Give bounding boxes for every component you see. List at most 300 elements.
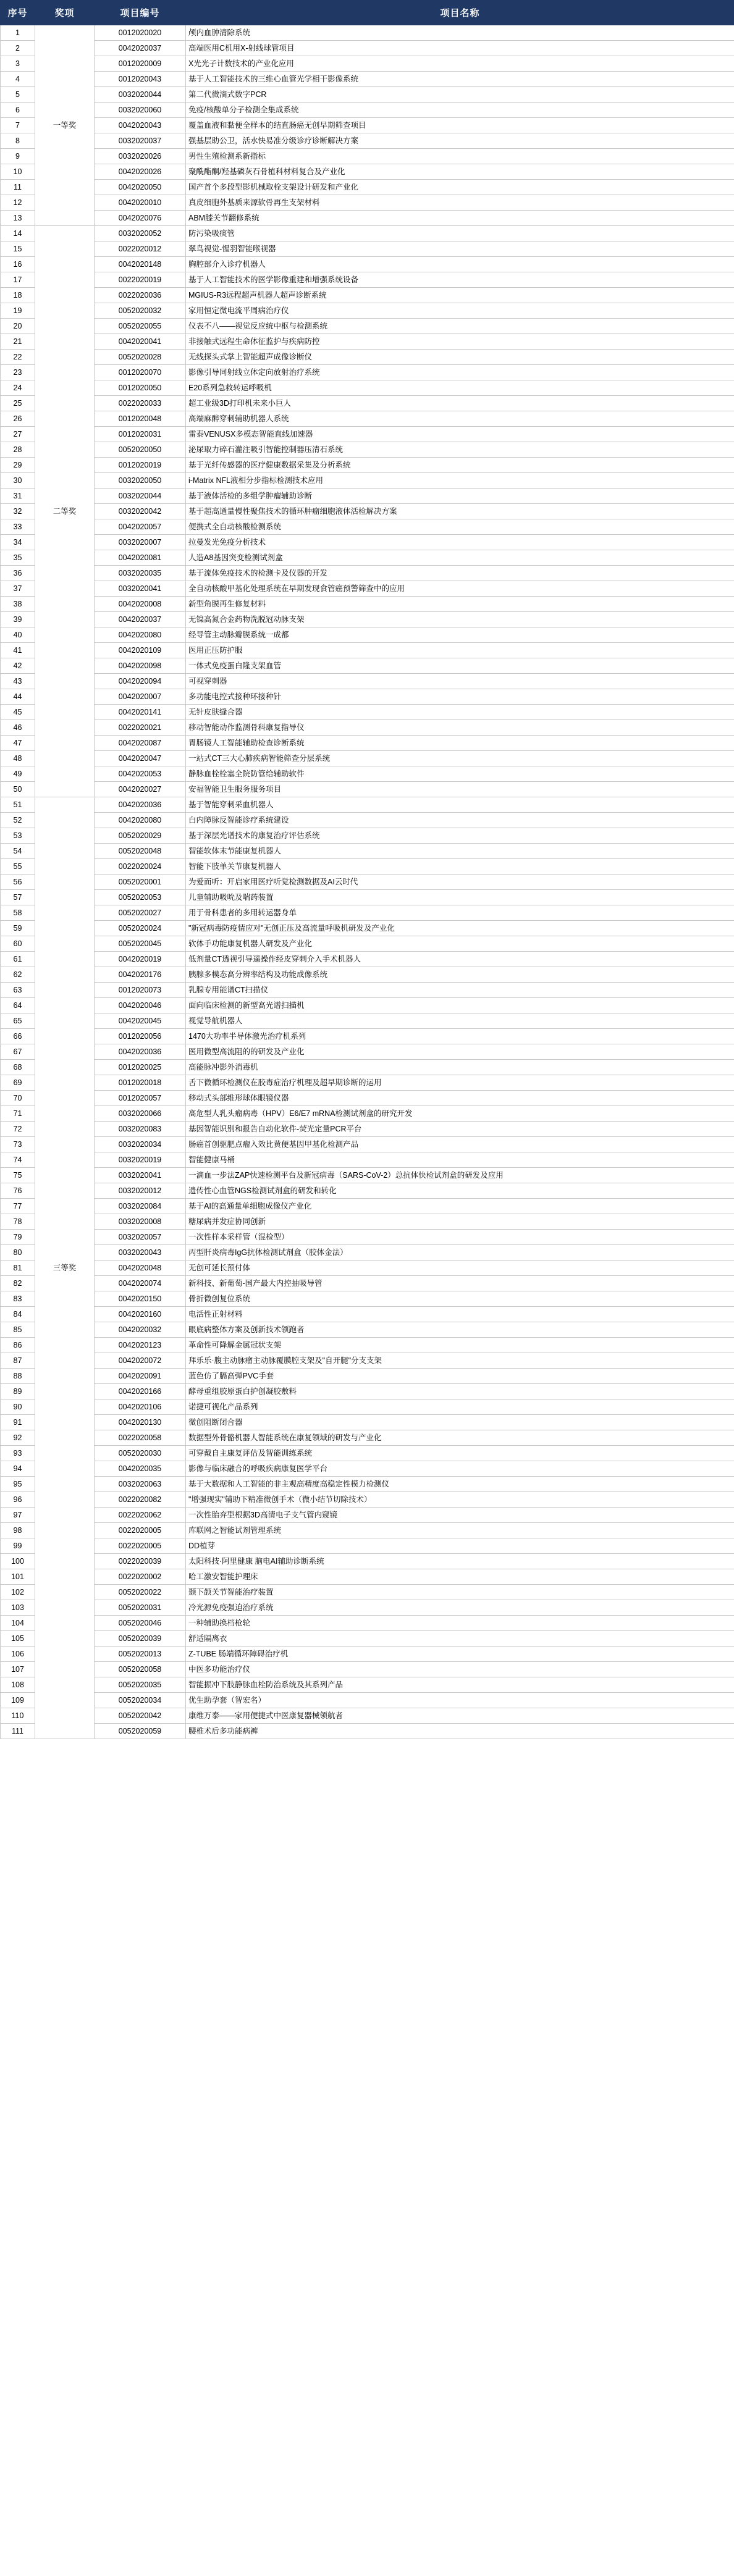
cell-project-name: 家用恒定微电流平周病治疗仪 bbox=[186, 303, 734, 319]
cell-seq: 88 bbox=[1, 1369, 35, 1384]
cell-code: 0052020050 bbox=[95, 442, 186, 458]
cell-code: 0052020024 bbox=[95, 921, 186, 936]
cell-project-name: 仪表不八——视觉反应统中枢与检测系统 bbox=[186, 319, 734, 334]
table-row bbox=[1, 1430, 734, 1446]
cell-project-name: 真皮细胞外基质来源软骨再生支架材料 bbox=[186, 195, 734, 211]
table-row bbox=[1, 1708, 734, 1724]
cell-project-name: 优生助孕套（智宏名） bbox=[186, 1693, 734, 1708]
cell-project-name: 防污染吸痰管 bbox=[186, 226, 734, 241]
cell-project-name: 智能下肢单关节康复机器人 bbox=[186, 859, 734, 875]
cell-project-name: 免疫/核酸单分子检测全集成系统 bbox=[186, 103, 734, 118]
cell-code: 0042020148 bbox=[95, 257, 186, 272]
cell-code: 0042020166 bbox=[95, 1384, 186, 1399]
cell-seq: 75 bbox=[1, 1168, 35, 1183]
cell-code: 0042020027 bbox=[95, 782, 186, 797]
cell-code: 0042020047 bbox=[95, 751, 186, 766]
cell-code: 0032020026 bbox=[95, 149, 186, 164]
table-row bbox=[1, 797, 734, 813]
cell-code: 0042020035 bbox=[95, 1461, 186, 1477]
table-row bbox=[1, 967, 734, 983]
cell-code: 0052020001 bbox=[95, 875, 186, 890]
cell-seq: 31 bbox=[1, 489, 35, 504]
cell-seq: 90 bbox=[1, 1399, 35, 1415]
cell-project-name: 雷泰VENUSX多模态智能直线加速器 bbox=[186, 427, 734, 442]
cell-project-name: 无线探头式掌上智能超声成像诊断仪 bbox=[186, 350, 734, 365]
table-row bbox=[1, 1230, 734, 1245]
cell-seq: 8 bbox=[1, 133, 35, 149]
cell-code: 0032020037 bbox=[95, 133, 186, 149]
cell-project-name: 蓝色仿了膈高弹PVC手套 bbox=[186, 1369, 734, 1384]
table-row bbox=[1, 1122, 734, 1137]
cell-project-name: 胃肠镜人工智能辅助检查诊断系统 bbox=[186, 736, 734, 751]
cell-award: 一等奖 bbox=[35, 25, 95, 226]
cell-code: 0012020073 bbox=[95, 983, 186, 998]
cell-code: 0052020028 bbox=[95, 350, 186, 365]
cell-seq: 104 bbox=[1, 1616, 35, 1631]
cell-code: 0042020072 bbox=[95, 1353, 186, 1369]
cell-project-name: 乳腺专用能谱CT扫描仪 bbox=[186, 983, 734, 998]
cell-seq: 81 bbox=[1, 1261, 35, 1276]
table-row bbox=[1, 411, 734, 427]
cell-seq: 98 bbox=[1, 1523, 35, 1538]
cell-code: 0042020048 bbox=[95, 1261, 186, 1276]
cell-code: 0032020008 bbox=[95, 1214, 186, 1230]
table-row bbox=[1, 1538, 734, 1554]
table-row bbox=[1, 1322, 734, 1338]
cell-code: 0022020019 bbox=[95, 272, 186, 288]
table-row bbox=[1, 180, 734, 195]
cell-code: 0042020036 bbox=[95, 1044, 186, 1060]
table-row bbox=[1, 751, 734, 766]
cell-seq: 10 bbox=[1, 164, 35, 180]
cell-seq: 110 bbox=[1, 1708, 35, 1724]
cell-project-name: 医用微型高流阻的的研发及产业化 bbox=[186, 1044, 734, 1060]
cell-project-name: 新型角膜再生修复材料 bbox=[186, 597, 734, 612]
cell-seq: 22 bbox=[1, 350, 35, 365]
cell-project-name: 基于超高通量慢性聚焦技术的循环肿瘤细胞液体活检解决方案 bbox=[186, 504, 734, 519]
cell-project-name: 智能健康马桶 bbox=[186, 1152, 734, 1168]
cell-project-name: 儿童辅助吸吮及喘药装置 bbox=[186, 890, 734, 905]
cell-project-name: E20系列急救转运呼吸机 bbox=[186, 380, 734, 396]
table-row bbox=[1, 875, 734, 890]
table-row bbox=[1, 1214, 734, 1230]
table-row bbox=[1, 1677, 734, 1693]
cell-code: 0042020037 bbox=[95, 41, 186, 56]
table-row bbox=[1, 396, 734, 411]
table-row bbox=[1, 1554, 734, 1569]
table-row bbox=[1, 1585, 734, 1600]
cell-project-name: 诺捷可视化产品系列 bbox=[186, 1399, 734, 1415]
cell-code: 0022020021 bbox=[95, 720, 186, 736]
cell-project-name: 视觉导航机器人 bbox=[186, 1013, 734, 1029]
cell-seq: 1 bbox=[1, 25, 35, 41]
cell-project-name: 眼底病整体方案及创新技术领跑者 bbox=[186, 1322, 734, 1338]
cell-code: 0012020020 bbox=[95, 25, 186, 41]
cell-seq: 62 bbox=[1, 967, 35, 983]
table-row bbox=[1, 504, 734, 519]
cell-project-name: 舌下微循环检测仪在胶毒症治疗机理及超早期诊断的运用 bbox=[186, 1075, 734, 1091]
cell-code: 0012020025 bbox=[95, 1060, 186, 1075]
cell-project-name: 基于光纤传感器的医疗健康数据采集及分析系统 bbox=[186, 458, 734, 473]
cell-seq: 89 bbox=[1, 1384, 35, 1399]
cell-code: 0052020030 bbox=[95, 1446, 186, 1461]
cell-code: 0012020057 bbox=[95, 1091, 186, 1106]
cell-project-name: 无创可延长预付体 bbox=[186, 1261, 734, 1276]
cell-project-name: 白内障脉反智能诊疗系统建设 bbox=[186, 813, 734, 828]
cell-seq: 15 bbox=[1, 241, 35, 257]
cell-seq: 18 bbox=[1, 288, 35, 303]
cell-code: 0052020034 bbox=[95, 1693, 186, 1708]
cell-seq: 94 bbox=[1, 1461, 35, 1477]
cell-code: 0052020058 bbox=[95, 1662, 186, 1677]
cell-project-name: 医用正压防护服 bbox=[186, 643, 734, 658]
cell-project-name: X光光子计数技术的产业化应用 bbox=[186, 56, 734, 72]
cell-code: 0032020060 bbox=[95, 103, 186, 118]
cell-code: 0022020005 bbox=[95, 1538, 186, 1554]
cell-project-name: 中医多功能治疗仪 bbox=[186, 1662, 734, 1677]
cell-code: 0012020031 bbox=[95, 427, 186, 442]
cell-code: 0052020029 bbox=[95, 828, 186, 844]
cell-code: 0022020058 bbox=[95, 1430, 186, 1446]
table-row bbox=[1, 1044, 734, 1060]
table-row bbox=[1, 1106, 734, 1122]
table-row bbox=[1, 566, 734, 581]
cell-project-name: 高危型人乳头瘤病毒（HPV）E6/E7 mRNA检测试剂盒的研究开发 bbox=[186, 1106, 734, 1122]
cell-code: 0042020032 bbox=[95, 1322, 186, 1338]
table-row bbox=[1, 1631, 734, 1647]
cell-seq: 35 bbox=[1, 550, 35, 566]
cell-seq: 34 bbox=[1, 535, 35, 550]
cell-seq: 66 bbox=[1, 1029, 35, 1044]
cell-project-name: 糖尿病并发症协同创新 bbox=[186, 1214, 734, 1230]
cell-code: 0012020056 bbox=[95, 1029, 186, 1044]
cell-code: 0032020084 bbox=[95, 1199, 186, 1214]
cell-code: 0022020033 bbox=[95, 396, 186, 411]
cell-seq: 23 bbox=[1, 365, 35, 380]
cell-seq: 40 bbox=[1, 627, 35, 643]
table-row bbox=[1, 643, 734, 658]
cell-code: 0032020044 bbox=[95, 87, 186, 103]
cell-seq: 61 bbox=[1, 952, 35, 967]
cell-code: 0042020130 bbox=[95, 1415, 186, 1430]
table-row bbox=[1, 1647, 734, 1662]
cell-code: 0042020045 bbox=[95, 1013, 186, 1029]
cell-project-name: 静脉血栓栓塞全院防管给辅助软件 bbox=[186, 766, 734, 782]
cell-code: 0022020062 bbox=[95, 1508, 186, 1523]
cell-seq: 109 bbox=[1, 1693, 35, 1708]
cell-code: 0032020043 bbox=[95, 1245, 186, 1261]
table-row bbox=[1, 936, 734, 952]
table-row bbox=[1, 705, 734, 720]
cell-seq: 76 bbox=[1, 1183, 35, 1199]
table-row bbox=[1, 720, 734, 736]
table-row bbox=[1, 1261, 734, 1276]
cell-project-name: 酵母重组胶原蛋白护创凝胶敷料 bbox=[186, 1384, 734, 1399]
table-row bbox=[1, 365, 734, 380]
table-row bbox=[1, 272, 734, 288]
cell-code: 0052020045 bbox=[95, 936, 186, 952]
cell-project-name: 用于骨科患者的多用转运器身单 bbox=[186, 905, 734, 921]
cell-code: 0052020053 bbox=[95, 890, 186, 905]
table-row bbox=[1, 1616, 734, 1631]
cell-project-name: 可穿戴自主康复评估及智能训练系统 bbox=[186, 1446, 734, 1461]
cell-seq: 41 bbox=[1, 643, 35, 658]
cell-project-name: 基于人工智能技术的三维心血管光学相干影像系统 bbox=[186, 72, 734, 87]
cell-seq: 71 bbox=[1, 1106, 35, 1122]
table-row bbox=[1, 1307, 734, 1322]
cell-code: 0052020039 bbox=[95, 1631, 186, 1647]
cell-project-name: 一体式免疫蛋白隆支架血管 bbox=[186, 658, 734, 674]
table-row bbox=[1, 766, 734, 782]
cell-code: 0042020106 bbox=[95, 1399, 186, 1415]
cell-project-name: 拉曼发光免疫分析技术 bbox=[186, 535, 734, 550]
cell-seq: 86 bbox=[1, 1338, 35, 1353]
cell-project-name: 胸腔部介入诊疗机器人 bbox=[186, 257, 734, 272]
cell-code: 0042020036 bbox=[95, 797, 186, 813]
cell-seq: 82 bbox=[1, 1276, 35, 1291]
cell-seq: 21 bbox=[1, 334, 35, 350]
cell-award: 三等奖 bbox=[35, 797, 95, 1739]
cell-seq: 44 bbox=[1, 689, 35, 705]
cell-project-name: 低剂量CT透视引导遥操作经皮穿刺介入手术机器人 bbox=[186, 952, 734, 967]
cell-code: 0042020176 bbox=[95, 967, 186, 983]
cell-seq: 28 bbox=[1, 442, 35, 458]
cell-seq: 6 bbox=[1, 103, 35, 118]
cell-seq: 96 bbox=[1, 1492, 35, 1508]
cell-project-name: 颅内血肿清除系统 bbox=[186, 25, 734, 41]
cell-project-name: 基于大数据和人工智能的非主观高精度高稳定性模力检测仪 bbox=[186, 1477, 734, 1492]
cell-project-name: 1470大功率半导体激光治疗机系列 bbox=[186, 1029, 734, 1044]
cell-code: 0022020082 bbox=[95, 1492, 186, 1508]
table-row bbox=[1, 334, 734, 350]
table-row bbox=[1, 952, 734, 967]
cell-project-name: 基于智能穿刺采血机器人 bbox=[186, 797, 734, 813]
table-row bbox=[1, 890, 734, 905]
header-seq: 序号 bbox=[1, 1, 35, 25]
cell-project-name: 翠鸟视觉-惺羽智能喉视器 bbox=[186, 241, 734, 257]
cell-code: 0012020018 bbox=[95, 1075, 186, 1091]
table-row bbox=[1, 87, 734, 103]
table-row bbox=[1, 319, 734, 334]
table-row bbox=[1, 149, 734, 164]
cell-project-name: 颞下颌关节智能治疗装置 bbox=[186, 1585, 734, 1600]
cell-seq: 59 bbox=[1, 921, 35, 936]
table-row bbox=[1, 1569, 734, 1585]
cell-seq: 106 bbox=[1, 1647, 35, 1662]
cell-seq: 16 bbox=[1, 257, 35, 272]
cell-seq: 48 bbox=[1, 751, 35, 766]
cell-code: 0052020048 bbox=[95, 844, 186, 859]
table-row bbox=[1, 998, 734, 1013]
cell-seq: 3 bbox=[1, 56, 35, 72]
cell-seq: 67 bbox=[1, 1044, 35, 1060]
cell-code: 0042020074 bbox=[95, 1276, 186, 1291]
table-row bbox=[1, 1492, 734, 1508]
cell-seq: 13 bbox=[1, 211, 35, 226]
table-row bbox=[1, 1508, 734, 1523]
table-row bbox=[1, 226, 734, 241]
table-row bbox=[1, 380, 734, 396]
cell-seq: 53 bbox=[1, 828, 35, 844]
cell-code: 0042020094 bbox=[95, 674, 186, 689]
cell-project-name: 一站式CT三大心肺疾病智能筛查分层系统 bbox=[186, 751, 734, 766]
cell-code: 0052020022 bbox=[95, 1585, 186, 1600]
cell-seq: 69 bbox=[1, 1075, 35, 1091]
cell-project-name: 智能软体末节能康复机器人 bbox=[186, 844, 734, 859]
cell-seq: 17 bbox=[1, 272, 35, 288]
cell-project-name: 基于液体活检的多组学肿瘤辅助诊断 bbox=[186, 489, 734, 504]
cell-code: 0022020024 bbox=[95, 859, 186, 875]
cell-code: 0032020044 bbox=[95, 489, 186, 504]
cell-seq: 45 bbox=[1, 705, 35, 720]
table-row bbox=[1, 612, 734, 627]
table-row bbox=[1, 1600, 734, 1616]
table-row bbox=[1, 597, 734, 612]
table-row bbox=[1, 1183, 734, 1199]
cell-code: 0042020041 bbox=[95, 334, 186, 350]
cell-project-name: "新冠病毒防疫情应对"无创正压及高流量呼吸机研发及产业化 bbox=[186, 921, 734, 936]
cell-seq: 70 bbox=[1, 1091, 35, 1106]
cell-code: 0032020019 bbox=[95, 1152, 186, 1168]
cell-code: 0052020055 bbox=[95, 319, 186, 334]
table-row bbox=[1, 983, 734, 998]
table-row bbox=[1, 859, 734, 875]
cell-seq: 4 bbox=[1, 72, 35, 87]
header-award: 奖项 bbox=[35, 1, 95, 25]
cell-code: 0032020050 bbox=[95, 473, 186, 489]
table-row bbox=[1, 782, 734, 797]
cell-seq: 95 bbox=[1, 1477, 35, 1492]
cell-seq: 30 bbox=[1, 473, 35, 489]
cell-project-name: 基于人工智能技术的医学影像重建和增强系统设备 bbox=[186, 272, 734, 288]
cell-code: 0032020041 bbox=[95, 581, 186, 597]
cell-project-name: 可视穿刺器 bbox=[186, 674, 734, 689]
cell-seq: 107 bbox=[1, 1662, 35, 1677]
cell-seq: 80 bbox=[1, 1245, 35, 1261]
cell-code: 0052020032 bbox=[95, 303, 186, 319]
table-row bbox=[1, 736, 734, 751]
cell-code: 0032020012 bbox=[95, 1183, 186, 1199]
cell-project-name: 拜乐乐·腹主动脉瘤主动脉覆膜腔支架及"自开腿"分支支架 bbox=[186, 1353, 734, 1369]
cell-project-name: 电活性正射材料 bbox=[186, 1307, 734, 1322]
table-row bbox=[1, 689, 734, 705]
cell-project-name: 肠癌首创驱肥点瘤入效比黄便基因甲基化检测产品 bbox=[186, 1137, 734, 1152]
header-name: 项目名称 bbox=[186, 1, 734, 25]
cell-seq: 38 bbox=[1, 597, 35, 612]
cell-project-name: 舒适隔离衣 bbox=[186, 1631, 734, 1647]
cell-code: 0042020037 bbox=[95, 612, 186, 627]
cell-project-name: 新科技、新葡萄-国产最大内控抽吸导管 bbox=[186, 1276, 734, 1291]
cell-project-name: 影像与临床融合的呼吸疾病康复医学平台 bbox=[186, 1461, 734, 1477]
cell-code: 0032020083 bbox=[95, 1122, 186, 1137]
cell-seq: 91 bbox=[1, 1415, 35, 1430]
table-row bbox=[1, 1446, 734, 1461]
table-row bbox=[1, 1369, 734, 1384]
table-row bbox=[1, 442, 734, 458]
cell-project-name: 移动式头部维形球体眼镜仪器 bbox=[186, 1091, 734, 1106]
cell-seq: 24 bbox=[1, 380, 35, 396]
cell-seq: 63 bbox=[1, 983, 35, 998]
cell-project-name: 影像引导同射线立体定向放射治疗系统 bbox=[186, 365, 734, 380]
cell-seq: 19 bbox=[1, 303, 35, 319]
cell-project-name: DD植芽 bbox=[186, 1538, 734, 1554]
cell-seq: 108 bbox=[1, 1677, 35, 1693]
table-row bbox=[1, 241, 734, 257]
cell-code: 0042020007 bbox=[95, 689, 186, 705]
cell-project-name: 基于AI的高通量单细胞成像仪产业化 bbox=[186, 1199, 734, 1214]
table-row bbox=[1, 1415, 734, 1430]
table-row bbox=[1, 1075, 734, 1091]
cell-project-name: 康维万泰——家用便捷式中医康复器械领航者 bbox=[186, 1708, 734, 1724]
cell-seq: 36 bbox=[1, 566, 35, 581]
cell-seq: 101 bbox=[1, 1569, 35, 1585]
cell-code: 0042020080 bbox=[95, 627, 186, 643]
table-row bbox=[1, 1060, 734, 1075]
cell-project-name: 非接触式远程生命体征监护与疾病防控 bbox=[186, 334, 734, 350]
table-row bbox=[1, 1399, 734, 1415]
cell-code: 0052020042 bbox=[95, 1708, 186, 1724]
table-row bbox=[1, 288, 734, 303]
cell-code: 0042020076 bbox=[95, 211, 186, 226]
table-row bbox=[1, 350, 734, 365]
table-row bbox=[1, 658, 734, 674]
cell-seq: 20 bbox=[1, 319, 35, 334]
table-row bbox=[1, 164, 734, 180]
cell-code: 0052020013 bbox=[95, 1647, 186, 1662]
cell-project-name: 一次性胎弃型根据3D高清电子支气管内窥镜 bbox=[186, 1508, 734, 1523]
cell-project-name: 革命性可降解金属冠状支架 bbox=[186, 1338, 734, 1353]
cell-code: 0012020009 bbox=[95, 56, 186, 72]
cell-project-name: 无镍高氮合金药物洗脱冠动脉支架 bbox=[186, 612, 734, 627]
cell-project-name: 哈工激安智能护理床 bbox=[186, 1569, 734, 1585]
cell-seq: 102 bbox=[1, 1585, 35, 1600]
table-row bbox=[1, 581, 734, 597]
cell-seq: 9 bbox=[1, 149, 35, 164]
cell-seq: 87 bbox=[1, 1353, 35, 1369]
cell-seq: 92 bbox=[1, 1430, 35, 1446]
cell-project-name: 全自动核酸甲基化处理系统在早期发现食管癌预警筛查中的应用 bbox=[186, 581, 734, 597]
cell-seq: 46 bbox=[1, 720, 35, 736]
cell-project-name: 超工业级3D打印机未来小巨人 bbox=[186, 396, 734, 411]
cell-seq: 78 bbox=[1, 1214, 35, 1230]
cell-project-name: 软体手功能康复机器人研发及产业化 bbox=[186, 936, 734, 952]
cell-code: 0022020002 bbox=[95, 1569, 186, 1585]
cell-seq: 37 bbox=[1, 581, 35, 597]
cell-code: 0022020005 bbox=[95, 1523, 186, 1538]
table-row bbox=[1, 473, 734, 489]
cell-project-name: 太阳科技·阿里健康 脑电AI辅助诊断系统 bbox=[186, 1554, 734, 1569]
cell-project-name: ABM膝关节翻修系统 bbox=[186, 211, 734, 226]
table-row bbox=[1, 458, 734, 473]
cell-seq: 50 bbox=[1, 782, 35, 797]
cell-code: 0022020039 bbox=[95, 1554, 186, 1569]
cell-code: 0032020066 bbox=[95, 1106, 186, 1122]
table-row bbox=[1, 25, 734, 41]
cell-code: 0042020026 bbox=[95, 164, 186, 180]
cell-seq: 26 bbox=[1, 411, 35, 427]
cell-project-name: 聚酰酯酮/羟基磷灰石骨植科材料复合及产业化 bbox=[186, 164, 734, 180]
table-row bbox=[1, 519, 734, 535]
cell-project-name: 第二代微滴式数字PCR bbox=[186, 87, 734, 103]
cell-project-name: 丙型肝炎病毒IgG抗体检测试剂盒（胶体金法） bbox=[186, 1245, 734, 1261]
table-body bbox=[1, 25, 734, 1739]
cell-code: 0042020141 bbox=[95, 705, 186, 720]
cell-code: 0042020057 bbox=[95, 519, 186, 535]
cell-seq: 39 bbox=[1, 612, 35, 627]
table-row bbox=[1, 427, 734, 442]
cell-code: 0042020050 bbox=[95, 180, 186, 195]
table-row bbox=[1, 1152, 734, 1168]
